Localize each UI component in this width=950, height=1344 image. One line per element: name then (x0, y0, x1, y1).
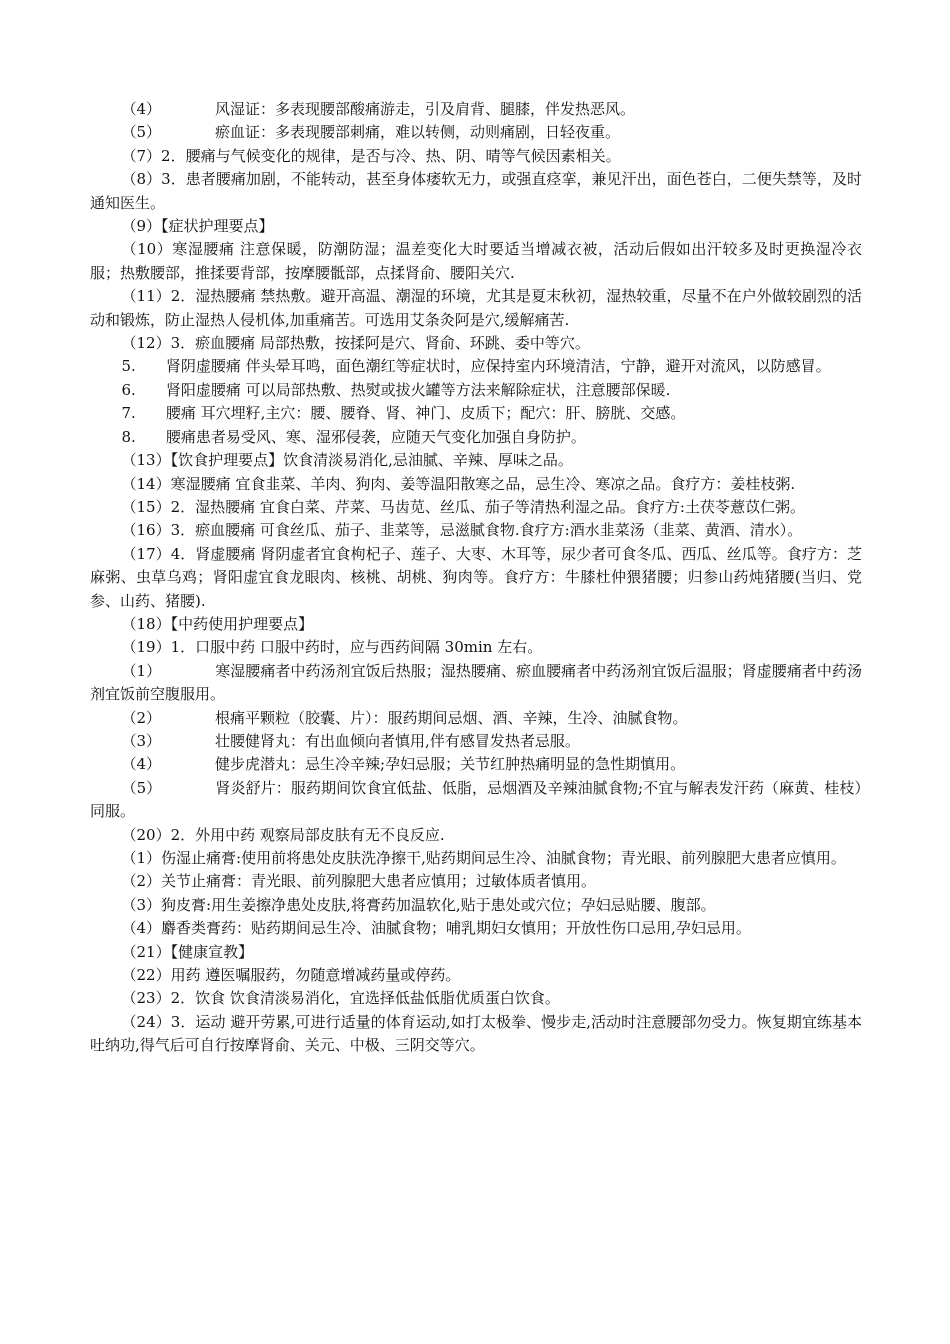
paragraph-number: 6. (121, 380, 136, 399)
paragraph-number: （21） (121, 942, 171, 961)
paragraph-number: （7） (121, 146, 162, 165)
paragraph (90, 660, 862, 707)
paragraph-number: （19） (121, 638, 171, 657)
paragraph-text: 3．瘀血腰痛 局部热敷，按揉阿是穴、肾俞、环跳、委中等穴。 (170, 334, 590, 353)
paragraph (90, 473, 862, 496)
paragraph (90, 917, 862, 940)
paragraph-number: （1） (121, 849, 162, 867)
paragraph-number: （1） (121, 661, 162, 680)
paragraph (90, 987, 862, 1010)
paragraph-number: （3） (121, 731, 162, 750)
paragraph (90, 285, 862, 332)
paragraph-text: 根痛平颗粒（胶囊、片）：服药期间忌烟、酒、辛辣，生冷、油腻食物。 (215, 708, 688, 727)
paragraph-number: （15） (121, 497, 171, 516)
paragraph-number: （16） (121, 521, 171, 540)
paragraph-number: （18） (121, 614, 171, 633)
paragraph (90, 168, 862, 215)
paragraph (90, 613, 862, 636)
paragraph-text: 寒湿腰痛 宜食韭菜、羊肉、狗肉、姜等温阳散寒之品，忌生冷、寒凉之品。食疗方：姜桂枝粥. (170, 474, 796, 493)
paragraph-number: 7. (121, 404, 136, 423)
paragraph (90, 730, 862, 753)
paragraph-text: 【症状护理要点】 (161, 217, 274, 236)
paragraph (90, 636, 862, 659)
paragraph-number: （4） (121, 100, 162, 118)
paragraph (90, 332, 862, 355)
paragraph-number: （5） (121, 778, 162, 797)
paragraph (90, 777, 862, 824)
paragraph (90, 402, 862, 425)
paragraph-text: 关节止痛膏：青光眼、前列腺肥大患者应慎用；过敏体质者慎用。 (161, 872, 597, 891)
paragraph-number: （8） (121, 170, 162, 189)
paragraph-number: （3） (121, 895, 162, 914)
paragraph-text: 寒湿腰痛者中药汤剂宜饭后热服；湿热腰痛、瘀血腰痛者中药汤剂宜饭后温服；肾虚腰痛者中药汤剂宜饭前空腹服用。 (90, 661, 862, 704)
paragraph-number: （23） (121, 989, 171, 1008)
paragraph-text: 用药 遵医嘱服药，勿随意增减药量或停药。 (170, 966, 461, 985)
paragraph-number: （17） (121, 544, 171, 563)
paragraph-text: 2．饮食 饮食清淡易消化，宜选择低盐低脂优质蛋白饮食。 (170, 989, 560, 1008)
paragraph (90, 894, 862, 917)
paragraph-number: 5. (121, 357, 136, 376)
paragraph-number: （14） (121, 474, 171, 493)
paragraph-text: 腰痛患者易受风、寒、湿邪侵袭，应随天气变化加强自身防护。 (165, 427, 586, 446)
paragraph (90, 215, 862, 238)
paragraph-text: 健步虎潜丸：忌生冷辛辣;孕妇忌服；关节红肿热痛明显的急性期慎用。 (215, 755, 686, 774)
paragraph-text: 壮腰健肾丸：有出血倾向者慎用,伴有感冒发热者忌服。 (215, 731, 580, 750)
paragraph (90, 449, 862, 472)
paragraph (90, 707, 862, 730)
paragraph-text: 麝香类膏药：贴药期间忌生冷、油腻食物；哺乳期妇女慎用；开放性伤口忌用,孕妇忌用。 (161, 919, 751, 938)
paragraph-number: （24） (121, 1012, 171, 1031)
paragraph (90, 379, 862, 402)
paragraph-number: （12） (121, 334, 171, 353)
paragraph-number: （2） (121, 708, 162, 727)
paragraph (90, 426, 862, 449)
paragraph-number: （22） (121, 966, 171, 985)
paragraph (90, 847, 862, 870)
paragraph-text: 肾炎舒片：服药期间饮食宜低盐、低脂，忌烟酒及辛辣油腻食物;不宜与解表发汗药（麻黄、桂枝）同服。 (90, 778, 862, 821)
paragraph (90, 824, 862, 847)
paragraph-number: 8. (121, 427, 136, 446)
paragraph-number: （4） (121, 919, 162, 938)
paragraph (90, 145, 862, 168)
paragraph-text: 2．湿热腰痛 宜食白菜、芹菜、马齿苋、丝瓜、茄子等清热利湿之品。食疗方:土茯苓薏苡仁粥。 (170, 497, 805, 516)
paragraph (90, 964, 862, 987)
paragraph-number: （9） (121, 217, 162, 236)
paragraph-text: 肾阴虚腰痛 伴头晕耳鸣，面色潮红等症状时，应保持室内环境清洁，宁静，避开对流风，以防感冒。 (165, 357, 831, 376)
paragraph-text: 腰痛 耳穴埋籽,主穴：腰、腰脊、肾、神门、皮质下；配穴：肝、膀胱、交感。 (165, 404, 686, 423)
paragraph-text: 肾阳虚腰痛 可以局部热敷、热熨或拔火罐等方法来解除症状，注意腰部保暖. (165, 380, 671, 399)
paragraph (90, 1011, 862, 1058)
paragraph-text: 【饮食护理要点】饮食清淡易消化,忌油腻、辛辣、厚味之品。 (170, 451, 573, 470)
paragraph (90, 355, 862, 378)
paragraph-text: 寒湿腰痛 注意保暖，防潮防湿；温差变化大时要适当增减衣被，活动后假如出汗较多及时更换湿冷衣服；热敷腰部，推揉要背部，按摩腰骶部，点揉肾俞、腰阳关穴. (90, 240, 862, 282)
paragraph-text: 2．腰痛与气候变化的规律，是否与冷、热、阴、晴等气候因素相关。 (161, 146, 621, 165)
paragraph-text: 2．外用中药 观察局部皮肤有无不良反应. (170, 825, 445, 844)
paragraph (90, 870, 862, 893)
paragraph-number: （20） (121, 825, 171, 844)
paragraph-number: （5） (121, 123, 162, 142)
paragraph-text: 伤湿止痛膏:使用前将患处皮肤洗净擦干,贴药期间忌生冷、油腻食物；青光眼、前列腺肥大患者应慎用。 (161, 849, 846, 867)
paragraph (90, 98, 862, 121)
paragraph-text: 【健康宣教】 (170, 942, 254, 961)
paragraph-number: （13） (121, 451, 171, 470)
paragraph (90, 753, 862, 776)
paragraph (90, 238, 862, 285)
paragraph-text: 风湿证：多表现腰部酸痛游走，引及肩背、腿膝，伴发热恶风。 (215, 100, 636, 118)
document-body (90, 98, 862, 1058)
paragraph-number: （4） (121, 755, 162, 774)
paragraph (90, 519, 862, 542)
paragraph (90, 496, 862, 519)
paragraph-text: 3．患者腰痛加剧，不能转动，甚至身体痿软无力，或强直痉挛，兼见汗出，面色苍白，二便失禁等，及时通知医生。 (90, 170, 862, 212)
paragraph (90, 121, 862, 144)
paragraph-text: 瘀血证：多表现腰部刺痛，难以转侧，动则痛剧，日轻夜重。 (215, 123, 621, 142)
paragraph-number: （2） (121, 872, 162, 891)
paragraph-text: 3．运动 避开劳累,可进行适量的体育运动,如打太极拳、慢步走,活动时注意腰部勿受力。恢复期宜练基本吐纳功,得气后可自行按摩肾俞、关元、中极、三阴交等穴。 (90, 1012, 863, 1055)
paragraph-text: 【中药使用护理要点】 (170, 614, 314, 633)
paragraph-text: 狗皮膏:用生姜擦净患处皮肤,将膏药加温软化,贴于患处或穴位；孕妇忌贴腰、腹部。 (161, 895, 716, 914)
paragraph-text: 2．湿热腰痛 禁热敷。避开高温、潮湿的环境，尤其是夏末秋初，湿热较重，尽量不在户外做较剧烈的活动和锻炼，防止湿热人侵机体,加重痛苦。可选用艾条灸阿是穴,缓解痛苦. (90, 287, 862, 329)
paragraph (90, 543, 862, 613)
paragraph-text: 1．口服中药 口服中药时，应与西药间隔 30min 左右。 (170, 638, 543, 657)
paragraph-number: （10） (121, 240, 173, 259)
paragraph-text: 4．肾虚腰痛 肾阴虚者宜食枸杞子、莲子、大枣、木耳等，尿少者可食冬瓜、西瓜、丝瓜等。食疗方：芝麻粥、虫草乌鸡；肾阳虚宜食龙眼肉、核桃、胡桃、狗肉等。食疗方：牛膝杜仲猥猪腰；归参山药炖猪腰(当归、党参、山药、猪腰). (90, 544, 862, 610)
paragraph (90, 941, 862, 964)
paragraph-text: 3．瘀血腰痛 可食丝瓜、茄子、韭菜等，忌滋腻食物.食疗方:酒水韭菜汤（韭菜、黄酒、清水）。 (170, 521, 803, 540)
paragraph-number: （11） (121, 287, 171, 306)
